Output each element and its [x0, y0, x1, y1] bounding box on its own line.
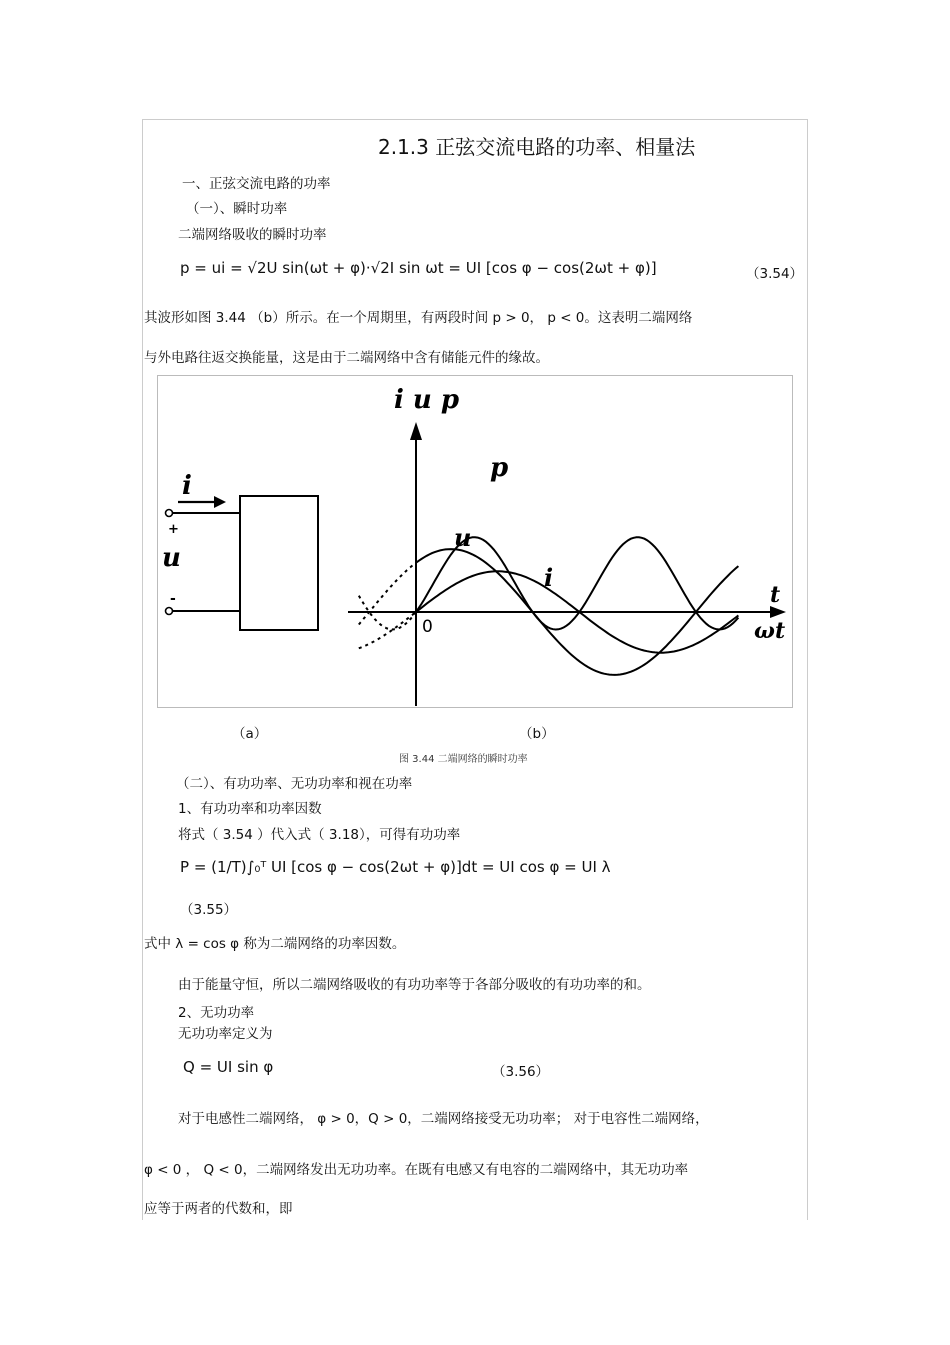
paragraph-algebraic-sum: 应等于两者的代数和，即 [144, 1201, 293, 1217]
item-reactive-power: 2、无功功率 [178, 1005, 255, 1021]
section-title: 2.1.3 正弦交流电路的功率、相量法 [378, 135, 696, 159]
paragraph-power-factor: 式中 λ = cos φ 称为二端网络的功率因数。 [144, 936, 406, 952]
circuit-voltage-label: u [162, 543, 181, 573]
axis-label-iup: i u p [394, 385, 460, 415]
paragraph-capacitive: φ < 0 ， Q < 0，二端网络发出无功功率。在既有电感又有电容的二端网络中，其无功功率 [144, 1162, 689, 1178]
figure-3-44 [157, 375, 793, 708]
curve-i-dashed [359, 612, 416, 648]
paragraph-inductive: 对于电感性二端网络， φ > 0，Q > 0，二端网络接受无功功率； 对于电容性二端网络， [178, 1111, 709, 1127]
circuit-current-label: i [182, 471, 192, 501]
equation-number-3-54: （3.54） [746, 266, 804, 282]
intro-instant-power: 二端网络吸收的瞬时功率 [178, 227, 327, 243]
minus-sign: - [170, 591, 176, 607]
curve-label-u: u [454, 523, 472, 552]
paragraph-reactive-definition: 无功功率定义为 [178, 1026, 273, 1042]
subfigure-label-b: （b） [519, 726, 555, 742]
item-active-power: 1、有功功率和功率因数 [178, 801, 322, 817]
paragraph-waveform-1: 其波形如图 3.44 （b）所示。在一个周期里，有两段时间 p > 0， p < 0。这表明二端网络 [144, 310, 693, 326]
network-box [240, 496, 318, 630]
equation-number-3-56: （3.56） [492, 1064, 550, 1080]
curve-label-i: i [544, 563, 554, 592]
equation-number-3-55: （3.55） [180, 902, 238, 918]
heading-instant-power: （一）、瞬时功率 [186, 201, 288, 217]
curve-label-p: p [490, 453, 509, 483]
equation-3-55: P = (1/T)∫₀ᵀ UI [cos φ − cos(2ωt + φ)]dt = UI cos φ = UI λ [180, 858, 611, 876]
current-arrow-icon [214, 496, 226, 508]
equation-3-54: p = ui = √2U sin(ωt + φ)·√2I sin ωt = UI [cos φ − cos(2ωt + φ)] [180, 259, 657, 277]
plus-sign: + [168, 522, 179, 537]
heading-power: 一、正弦交流电路的功率 [182, 176, 331, 192]
omega-t-label: ωt [754, 618, 786, 644]
paragraph-substitute: 将式（ 3.54 ）代入式（ 3.18），可得有功功率 [178, 827, 461, 843]
t-label: t [770, 582, 781, 608]
paragraph-waveform-2: 与外电路往返交换能量，这是由于二端网络中含有储能元件的缘故。 [144, 350, 549, 366]
equation-3-56: Q = UI sin φ [183, 1058, 274, 1076]
figure-svg [158, 376, 792, 707]
paragraph-energy-conservation: 由于能量守恒，所以二端网络吸收的有功功率等于各部分吸收的有功功率的和。 [178, 977, 651, 993]
heading-active-reactive: （二）、有功功率、无功功率和视在功率 [176, 776, 413, 792]
curve-u-dashed [359, 563, 416, 625]
y-axis-arrow-icon [410, 422, 422, 440]
origin-label: 0 [422, 617, 433, 637]
figure-caption: 图 3.44 二端网络的瞬时功率 [399, 754, 528, 765]
bottom-terminal [166, 608, 173, 615]
top-terminal [166, 510, 173, 517]
subfigure-label-a: （a） [232, 726, 268, 742]
